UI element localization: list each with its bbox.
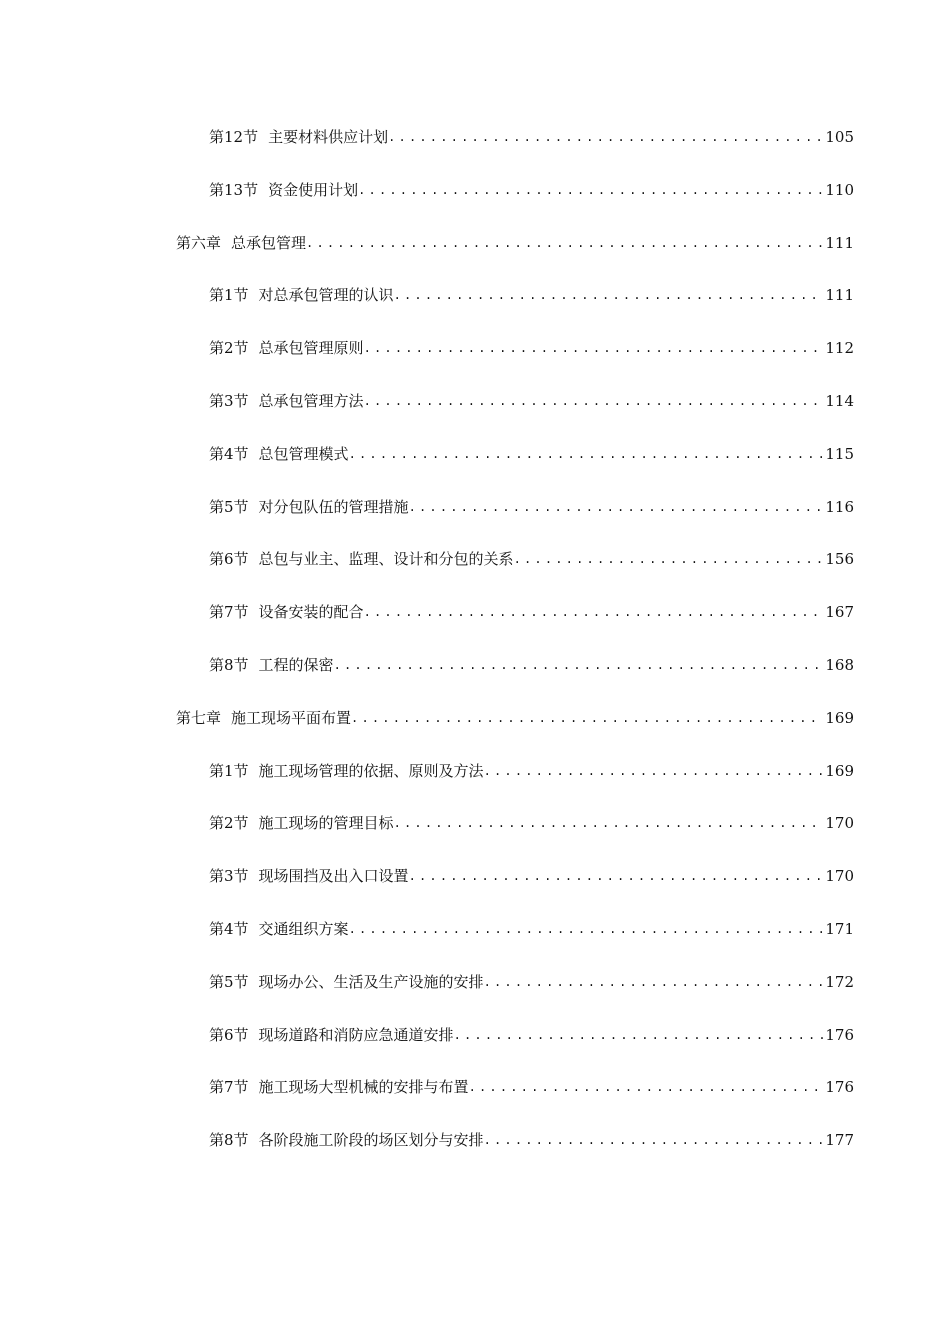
toc-dot-leader (394, 282, 824, 308)
toc-entry-title: 对总承包管理的认识 (258, 286, 394, 305)
toc-entry-title: 总承包管理原则 (258, 339, 364, 358)
toc-entry[interactable] (0, 177, 950, 230)
toc-entry[interactable] (0, 1074, 950, 1127)
toc-entry-page: 170 (825, 867, 854, 886)
toc-entry-number: 第2节 (209, 339, 249, 358)
toc-entry-number: 第3节 (209, 867, 249, 886)
toc-entry-page: 115 (825, 444, 854, 463)
toc-entry-page: 111 (825, 286, 854, 305)
toc-entry-number: 第6节 (209, 1025, 249, 1044)
toc-entry[interactable] (0, 652, 950, 705)
toc-dot-leader (351, 705, 823, 731)
toc-entry-number: 第1节 (209, 286, 249, 305)
toc-entry-title: 主要材料供应计划 (268, 128, 389, 146)
toc-dot-leader (388, 124, 823, 150)
toc-entry-number: 第4节 (209, 919, 249, 938)
toc-entry-number: 第8节 (209, 655, 249, 674)
toc-entry[interactable] (0, 1022, 950, 1075)
toc-entry[interactable] (0, 388, 950, 441)
toc-entry-title: 现场办公、生活及生产设施的安排 (258, 972, 484, 991)
toc-dot-leader (358, 177, 823, 203)
toc-dot-leader (349, 441, 824, 467)
toc-entry-title: 总包管理模式 (258, 444, 349, 463)
toc-entry-page: 172 (825, 972, 854, 991)
toc-entry[interactable] (0, 705, 950, 758)
toc-entry[interactable] (0, 916, 950, 969)
toc-entry[interactable] (0, 758, 950, 811)
toc-entry-title: 总承包管理 (231, 233, 307, 252)
toc-entry-page: 110 (825, 180, 854, 199)
toc-entry-title: 各阶段施工阶段的场区划分与安排 (258, 1131, 484, 1150)
toc-entry-number: 第7节 (209, 1078, 249, 1097)
toc-entry-title: 交通组织方案 (258, 919, 349, 938)
toc-entry-page: 176 (825, 1025, 854, 1044)
toc-entry-title: 设备安装的配合 (258, 603, 364, 622)
toc-entry-number: 第5节 (209, 972, 249, 991)
toc-entry-title: 资金使用计划 (268, 180, 359, 199)
toc-entry-number: 第4节 (209, 444, 249, 463)
toc-dot-leader (454, 1022, 824, 1048)
toc-entry[interactable] (0, 124, 950, 177)
toc-entry[interactable] (0, 599, 950, 652)
toc-entry-page: 167 (825, 603, 854, 622)
toc-entry[interactable] (0, 441, 950, 494)
toc-entry-title: 现场围挡及出入口设置 (258, 867, 409, 886)
toc-dot-leader (364, 335, 824, 361)
toc-entry-number: 第6节 (209, 550, 249, 569)
toc-entry[interactable] (0, 546, 950, 599)
toc-entry-title: 施工现场平面布置 (231, 708, 352, 727)
toc-entry-number: 第七章 (176, 708, 222, 727)
toc-dot-leader (514, 546, 824, 572)
toc-entry-title: 施工现场管理的依据、原则及方法 (258, 761, 484, 780)
toc-dot-leader (484, 969, 824, 995)
toc-entry-page: 168 (825, 655, 854, 674)
toc-entry-page: 111 (825, 233, 854, 252)
toc-entry-page: 116 (825, 497, 854, 516)
toc-dot-leader (484, 1127, 824, 1153)
toc-dot-leader (349, 916, 824, 942)
toc-entry-number: 第六章 (176, 233, 222, 252)
toc-entry-number: 第1节 (209, 761, 249, 780)
toc-entry-title: 现场道路和消防应急通道安排 (258, 1025, 454, 1044)
toc-entry[interactable] (0, 230, 950, 283)
toc-entry-number: 第5节 (209, 497, 249, 516)
toc-entry-title: 总承包管理方法 (258, 391, 364, 410)
toc-entry-page: 171 (825, 919, 854, 938)
toc-dot-leader (334, 652, 824, 678)
toc-dot-leader (364, 388, 824, 414)
toc-entry-page: 112 (825, 339, 854, 358)
toc-entry-page: 176 (825, 1078, 854, 1097)
toc-dot-leader (394, 810, 824, 836)
toc-entry-number: 第3节 (209, 391, 249, 410)
toc-entry[interactable] (0, 282, 950, 335)
toc-entry-number: 第8节 (209, 1131, 249, 1150)
toc-entry-number: 第7节 (209, 603, 249, 622)
toc-dot-leader (469, 1074, 824, 1100)
toc-dot-leader (484, 758, 824, 784)
toc-entry[interactable] (0, 1127, 950, 1180)
toc-entry-page: 169 (825, 761, 854, 780)
toc-dot-leader (306, 230, 823, 256)
toc-entry-title: 施工现场的管理目标 (258, 814, 394, 833)
toc-entry-number: 第2节 (209, 814, 249, 833)
toc-entry-page: 170 (825, 814, 854, 833)
toc-entry-title: 施工现场大型机械的安排与布置 (258, 1078, 469, 1097)
toc-entry-page: 156 (825, 550, 854, 569)
toc-entry-page: 105 (825, 128, 854, 146)
toc-dot-leader (409, 863, 824, 889)
toc-entry[interactable] (0, 494, 950, 547)
toc-entry-title: 对分包队伍的管理措施 (258, 497, 409, 516)
toc-entry-page: 114 (825, 391, 854, 410)
toc-entry[interactable] (0, 969, 950, 1022)
toc-dot-leader (409, 494, 824, 520)
toc-entry-page: 177 (825, 1131, 854, 1150)
toc-entry-number: 第12节 (209, 128, 259, 146)
toc-entry-number: 第13节 (209, 180, 259, 199)
toc-entry-title: 工程的保密 (258, 655, 334, 674)
table-of-contents (0, 124, 950, 1180)
toc-entry[interactable] (0, 863, 950, 916)
toc-dot-leader (364, 599, 824, 625)
toc-entry[interactable] (0, 335, 950, 388)
toc-entry-page: 169 (825, 708, 854, 727)
toc-entry-title: 总包与业主、监理、设计和分包的关系 (258, 550, 514, 569)
toc-entry[interactable] (0, 810, 950, 863)
